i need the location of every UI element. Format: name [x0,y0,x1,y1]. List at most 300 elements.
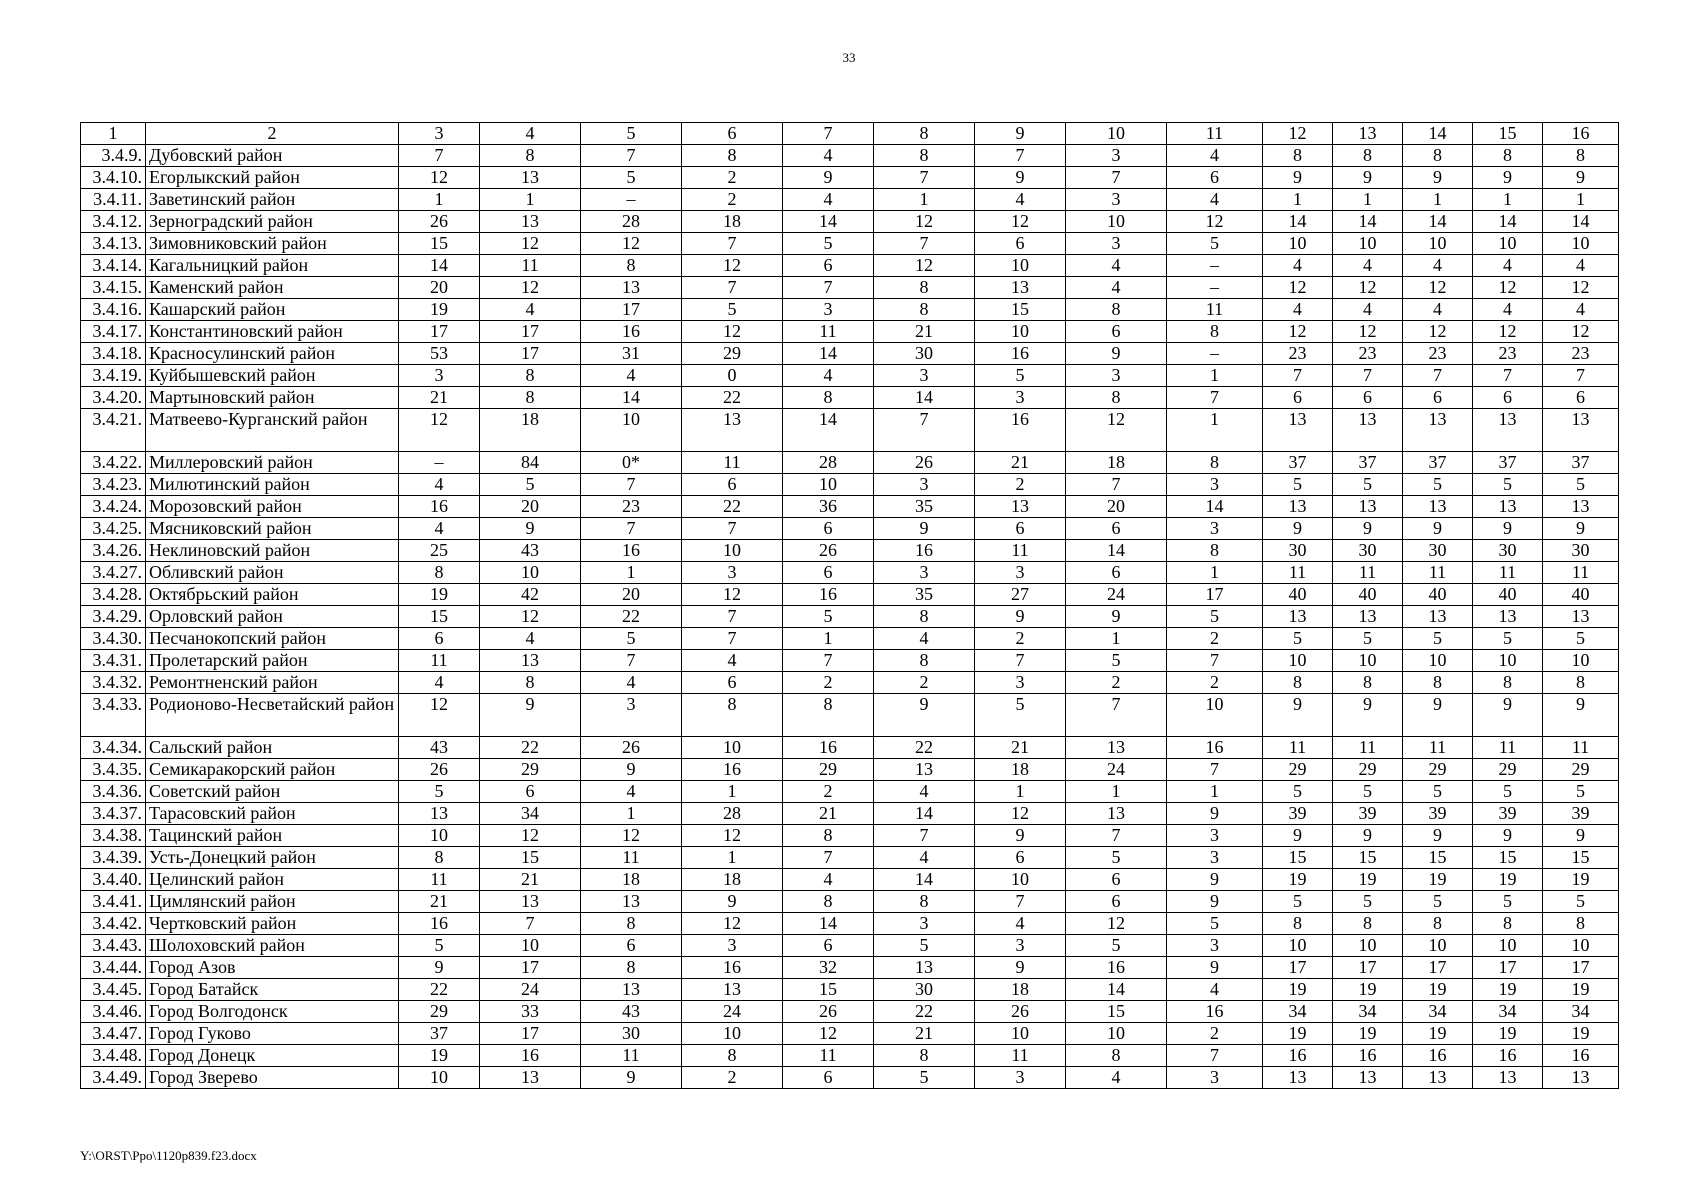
value-cell: 29 [1263,759,1333,781]
row-number-cell: 3.4.41. [81,891,146,913]
row-number-cell: 3.4.14. [81,255,146,277]
value-cell: 30 [1403,540,1473,562]
value-cell: 40 [1333,584,1403,606]
value-cell: 13 [1263,606,1333,628]
value-cell: 12 [874,255,975,277]
table-row [81,1001,1619,1023]
value-cell: 30 [874,979,975,1001]
value-cell: 9 [1403,167,1473,189]
value-cell: 8 [1263,145,1333,167]
table-row [81,672,1619,694]
value-cell: 13 [1333,606,1403,628]
value-cell: 0* [581,452,682,474]
value-cell: 10 [1403,935,1473,957]
value-cell: 11 [581,847,682,869]
value-cell: 3 [581,694,682,737]
table-row [81,781,1619,803]
value-cell: 22 [682,496,783,518]
header-cell: 13 [1333,123,1403,145]
value-cell: 13 [1333,496,1403,518]
value-cell: 26 [874,452,975,474]
table-row [81,452,1619,474]
value-cell: 8 [480,387,581,409]
value-cell: 19 [1333,869,1403,891]
value-cell: 18 [682,869,783,891]
value-cell: 5 [1263,628,1333,650]
value-cell: 19 [399,584,480,606]
header-cell: 5 [581,123,682,145]
value-cell: 16 [1066,957,1167,979]
row-number-cell: 3.4.39. [81,847,146,869]
value-cell: 37 [1403,452,1473,474]
value-cell: 7 [1066,474,1167,496]
value-cell: 5 [975,365,1066,387]
row-number-cell: 3.4.45. [81,979,146,1001]
value-cell: 5 [399,935,480,957]
value-cell: 16 [975,409,1066,452]
value-cell: 1 [1066,781,1167,803]
value-cell: 1 [1403,189,1473,211]
table-row [81,299,1619,321]
value-cell: 15 [1263,847,1333,869]
value-cell: 12 [682,255,783,277]
value-cell: 4 [1333,255,1403,277]
table-row [81,1067,1619,1089]
value-cell: 12 [1473,321,1543,343]
row-number-cell: 3.4.20. [81,387,146,409]
value-cell: 13 [480,650,581,672]
value-cell: 10 [1473,233,1543,255]
value-cell: 29 [1333,759,1403,781]
district-name-cell: Усть-Донецкий район [146,847,399,869]
row-number-cell: 3.4.29. [81,606,146,628]
value-cell: 4 [874,628,975,650]
table-row [81,496,1619,518]
value-cell: 4 [581,672,682,694]
value-cell: 10 [1333,935,1403,957]
value-cell: 19 [1403,979,1473,1001]
value-cell: 5 [1543,474,1619,496]
value-cell: 15 [1473,847,1543,869]
row-number-cell: 3.4.10. [81,167,146,189]
value-cell: 8 [1333,672,1403,694]
value-cell: 3 [874,562,975,584]
value-cell: 9 [480,694,581,737]
value-cell: 9 [874,694,975,737]
table-row [81,562,1619,584]
value-cell: 12 [399,694,480,737]
row-number-cell: 3.4.28. [81,584,146,606]
value-cell: 5 [1167,913,1263,935]
value-cell: 6 [1066,321,1167,343]
value-cell: 3 [682,562,783,584]
value-cell: 13 [1403,409,1473,452]
footer-file-path: Y:\ORST\Ppo\1120p839.f23.docx [80,1148,257,1163]
row-number-cell: 3.4.19. [81,365,146,387]
value-cell: 23 [1333,343,1403,365]
value-cell: 13 [1066,803,1167,825]
header-cell: 4 [480,123,581,145]
district-name-cell: Куйбышевский район [146,365,399,387]
value-cell: 3 [1167,1067,1263,1089]
district-name-cell: Город Волгодонск [146,1001,399,1023]
value-cell: 8 [581,913,682,935]
value-cell: 19 [399,1045,480,1067]
value-cell: 40 [1543,584,1619,606]
value-cell: 14 [874,387,975,409]
value-cell: 7 [975,145,1066,167]
value-cell: 5 [1333,891,1403,913]
value-cell: 6 [783,518,874,540]
value-cell: 12 [1066,409,1167,452]
value-cell: 18 [975,759,1066,781]
value-cell: 6 [1066,891,1167,913]
district-name-cell: Цимлянский район [146,891,399,913]
value-cell: 4 [1167,189,1263,211]
value-cell: 10 [1543,233,1619,255]
value-cell: 13 [1543,1067,1619,1089]
district-name-cell: Тарасовский район [146,803,399,825]
district-name-cell: Красносулинский район [146,343,399,365]
header-cell: 2 [146,123,399,145]
value-cell: 17 [1473,957,1543,979]
value-cell: 22 [874,737,975,759]
table-row [81,957,1619,979]
value-cell: 16 [682,957,783,979]
value-cell: 1 [581,803,682,825]
value-cell: 26 [783,1001,874,1023]
value-cell: 12 [1403,277,1473,299]
row-number-cell: 3.4.13. [81,233,146,255]
value-cell: 7 [783,847,874,869]
value-cell: 1 [1333,189,1403,211]
value-cell: 13 [1403,1067,1473,1089]
value-cell: 10 [1167,694,1263,737]
value-cell: 7 [1066,694,1167,737]
value-cell: 9 [1403,694,1473,737]
value-cell: 1 [783,628,874,650]
value-cell: 3 [1167,518,1263,540]
value-cell: 39 [1263,803,1333,825]
value-cell: 29 [1403,759,1473,781]
value-cell: 6 [480,781,581,803]
value-cell: 2 [1167,1023,1263,1045]
table-row [81,189,1619,211]
value-cell: 7 [682,606,783,628]
value-cell: 13 [1333,1067,1403,1089]
value-cell: 30 [1473,540,1543,562]
value-cell: 5 [1543,781,1619,803]
value-cell: 9 [1543,694,1619,737]
value-cell: 4 [1066,277,1167,299]
value-cell: 2 [682,167,783,189]
value-cell: 4 [399,518,480,540]
value-cell: 5 [1473,781,1543,803]
value-cell: 13 [581,891,682,913]
value-cell: 2 [1167,672,1263,694]
value-cell: 22 [874,1001,975,1023]
value-cell: 12 [480,825,581,847]
value-cell: 29 [399,1001,480,1023]
value-cell: 32 [783,957,874,979]
value-cell: 3 [975,935,1066,957]
district-name-cell: Пролетарский район [146,650,399,672]
value-cell: 9 [1167,957,1263,979]
value-cell: 13 [1543,496,1619,518]
value-cell: 9 [1167,891,1263,913]
value-cell: 9 [1333,167,1403,189]
value-cell: 8 [1167,540,1263,562]
value-cell: 19 [1403,1023,1473,1045]
value-cell: 9 [1167,869,1263,891]
value-cell: 34 [1333,1001,1403,1023]
value-cell: 39 [1473,803,1543,825]
value-cell: 24 [1066,759,1167,781]
value-cell: 11 [1543,737,1619,759]
value-cell: 11 [399,869,480,891]
value-cell: 5 [1403,628,1473,650]
value-cell: 26 [975,1001,1066,1023]
value-cell: 18 [975,979,1066,1001]
value-cell: 11 [1333,737,1403,759]
table-row [81,387,1619,409]
value-cell: 1 [1543,189,1619,211]
value-cell: 9 [1543,825,1619,847]
value-cell: 13 [480,891,581,913]
value-cell: 2 [975,474,1066,496]
value-cell: 4 [975,913,1066,935]
value-cell: 12 [1167,211,1263,233]
value-cell: 11 [399,650,480,672]
value-cell: 8 [874,299,975,321]
value-cell: 22 [480,737,581,759]
value-cell: 29 [682,343,783,365]
value-cell: 40 [1473,584,1543,606]
value-cell: 26 [581,737,682,759]
value-cell: 11 [581,1045,682,1067]
value-cell: 3 [1066,145,1167,167]
value-cell: 11 [1167,299,1263,321]
district-name-cell: Ремонтненский район [146,672,399,694]
row-number-cell: 3.4.17. [81,321,146,343]
value-cell: 34 [1543,1001,1619,1023]
table-row [81,606,1619,628]
value-cell: 23 [1543,343,1619,365]
value-cell: 4 [1263,255,1333,277]
value-cell: 7 [682,518,783,540]
value-cell: 4 [399,474,480,496]
row-number-cell: 3.4.22. [81,452,146,474]
value-cell: 29 [783,759,874,781]
value-cell: 23 [1473,343,1543,365]
value-cell: 8 [1403,145,1473,167]
value-cell: 9 [1263,694,1333,737]
value-cell: 13 [1473,606,1543,628]
value-cell: 16 [1167,737,1263,759]
value-cell: 18 [682,211,783,233]
value-cell: 16 [682,759,783,781]
value-cell: 10 [1403,233,1473,255]
value-cell: 7 [783,277,874,299]
table-row [81,847,1619,869]
data-table [80,122,1619,1089]
header-cell: 15 [1473,123,1543,145]
value-cell: 13 [975,277,1066,299]
value-cell: 12 [682,825,783,847]
value-cell: 3 [682,935,783,957]
value-cell: 10 [682,737,783,759]
value-cell: 13 [874,759,975,781]
value-cell: 15 [480,847,581,869]
value-cell: 5 [1263,474,1333,496]
value-cell: 3 [874,474,975,496]
value-cell: 11 [1263,737,1333,759]
value-cell: 5 [1066,650,1167,672]
value-cell: 7 [874,233,975,255]
district-name-cell: Чертковский район [146,913,399,935]
value-cell: 9 [1473,694,1543,737]
value-cell: 7 [1403,365,1473,387]
value-cell: 12 [975,803,1066,825]
value-cell: 10 [480,935,581,957]
row-number-cell: 3.4.23. [81,474,146,496]
value-cell: 9 [399,957,480,979]
row-number-cell: 3.4.26. [81,540,146,562]
value-cell: 19 [399,299,480,321]
value-cell: 8 [874,1045,975,1067]
row-number-cell: 3.4.43. [81,935,146,957]
value-cell: 4 [1333,299,1403,321]
value-cell: 14 [1473,211,1543,233]
value-cell: 13 [1543,409,1619,452]
value-cell: 19 [1263,869,1333,891]
district-name-cell: Кагальницкий район [146,255,399,277]
value-cell: 20 [480,496,581,518]
row-number-cell: 3.4.25. [81,518,146,540]
value-cell: 5 [1263,781,1333,803]
row-number-cell: 3.4.11. [81,189,146,211]
row-number-cell: 3.4.9. [81,145,146,167]
value-cell: 14 [581,387,682,409]
value-cell: 14 [1066,979,1167,1001]
value-cell: 34 [480,803,581,825]
value-cell: 29 [1543,759,1619,781]
value-cell: 12 [399,409,480,452]
value-cell: 10 [1066,211,1167,233]
value-cell: 10 [581,409,682,452]
value-cell: 5 [1473,628,1543,650]
district-name-cell: Песчанокопский район [146,628,399,650]
table-row [81,255,1619,277]
value-cell: 4 [480,628,581,650]
row-number-cell: 3.4.38. [81,825,146,847]
value-cell: 20 [581,584,682,606]
value-cell: 28 [783,452,874,474]
value-cell: 5 [1473,474,1543,496]
value-cell: 13 [1066,737,1167,759]
value-cell: 14 [1333,211,1403,233]
value-cell: 5 [1333,781,1403,803]
value-cell: 7 [1167,1045,1263,1067]
value-cell: 31 [581,343,682,365]
value-cell: 8 [874,277,975,299]
value-cell: 6 [1066,562,1167,584]
district-name-cell: Заветинский район [146,189,399,211]
value-cell: 3 [1066,365,1167,387]
value-cell: 43 [581,1001,682,1023]
value-cell: 8 [581,957,682,979]
value-cell: 4 [1473,299,1543,321]
value-cell: 8 [1263,672,1333,694]
value-cell: 16 [1473,1045,1543,1067]
value-cell: 8 [682,694,783,737]
table-row [81,145,1619,167]
value-cell: 39 [1333,803,1403,825]
district-name-cell: Город Гуково [146,1023,399,1045]
value-cell: 21 [874,321,975,343]
value-cell: 12 [1403,321,1473,343]
value-cell: 3 [783,299,874,321]
value-cell: 12 [581,825,682,847]
value-cell: 17 [1403,957,1473,979]
table-row [81,891,1619,913]
value-cell: 10 [1473,650,1543,672]
value-cell: 39 [1543,803,1619,825]
value-cell: 7 [874,409,975,452]
value-cell: 8 [783,891,874,913]
value-cell: 2 [1066,672,1167,694]
value-cell: 11 [975,1045,1066,1067]
table-row [81,1045,1619,1067]
value-cell: 7 [874,825,975,847]
value-cell: 8 [1066,299,1167,321]
value-cell: 6 [1263,387,1333,409]
value-cell: 16 [1333,1045,1403,1067]
value-cell: 7 [480,913,581,935]
value-cell: 20 [399,277,480,299]
value-cell: 21 [783,803,874,825]
value-cell: 8 [1263,913,1333,935]
district-name-cell: Обливский район [146,562,399,584]
value-cell: 9 [1403,825,1473,847]
value-cell: 19 [1473,979,1543,1001]
value-cell: 12 [783,1023,874,1045]
value-cell: 13 [1403,606,1473,628]
value-cell: 4 [1263,299,1333,321]
value-cell: 14 [1167,496,1263,518]
value-cell: 14 [874,869,975,891]
value-cell: – [1167,343,1263,365]
value-cell: 16 [874,540,975,562]
value-cell: 19 [1333,979,1403,1001]
value-cell: 1 [1263,189,1333,211]
value-cell: 9 [1403,518,1473,540]
value-cell: 11 [1263,562,1333,584]
header-cell: 10 [1066,123,1167,145]
value-cell: 5 [480,474,581,496]
value-cell: 5 [783,233,874,255]
row-number-cell: 3.4.12. [81,211,146,233]
district-name-cell: Город Зверево [146,1067,399,1089]
value-cell: 12 [1263,277,1333,299]
value-cell: 9 [1543,518,1619,540]
value-cell: 13 [1263,1067,1333,1089]
value-cell: 16 [975,343,1066,365]
district-name-cell: Советский район [146,781,399,803]
value-cell: 11 [1333,562,1403,584]
district-name-cell: Город Донецк [146,1045,399,1067]
value-cell: 8 [1066,1045,1167,1067]
